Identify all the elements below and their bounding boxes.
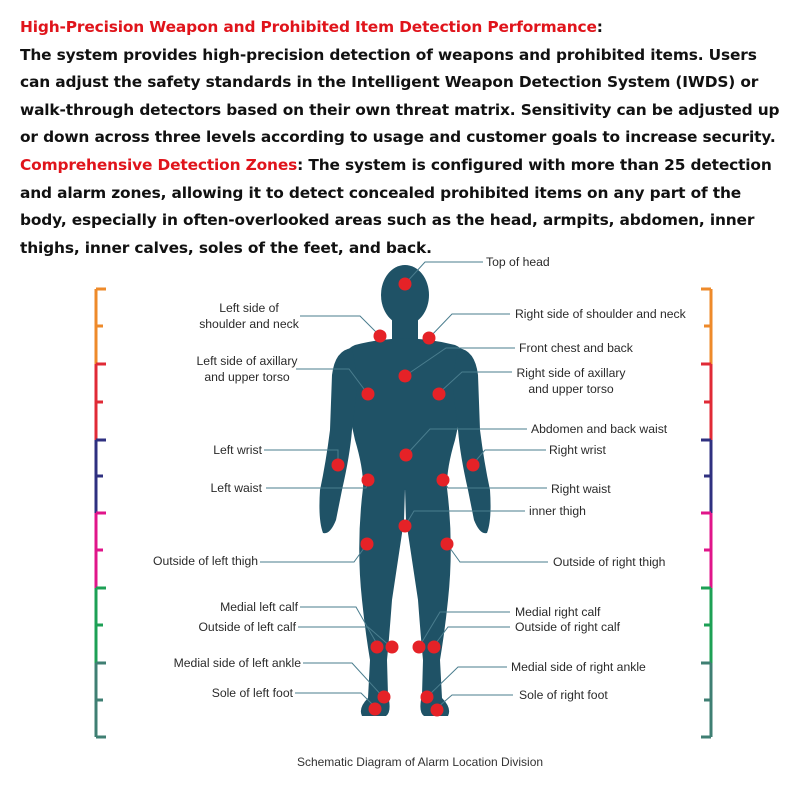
head [381,265,429,325]
alarm-dot-left-waist [362,474,375,487]
alarm-dot-medial-left-ankle [378,691,391,704]
left-arm [319,348,358,533]
left-leg [359,488,405,716]
alarm-dot-sole-right-foot [431,704,444,717]
label-medial-right-ankle: Medial side of right ankle [511,660,646,674]
right-leg [405,488,451,716]
alarm-dot-right-wrist [467,459,480,472]
alarm-dot-front-chest-back [399,370,412,383]
alarm-dot-left-wrist [332,459,345,472]
diagram-caption: Schematic Diagram of Alarm Location Division [296,755,544,769]
label-sole-left-foot: Sole of left foot [211,686,293,700]
alarm-dot-inner-thigh [399,520,412,533]
label-medial-left-ankle: Medial side of left ankle [173,656,301,670]
right-zone-bar [701,289,711,737]
alarm-dot-sole-left-foot [369,703,382,716]
left-zone-bar [96,289,106,737]
alarm-dot-abdomen-back-waist [400,449,413,462]
label-top-of-head: Top of head [486,255,550,269]
alarm-dot-outside-right-thigh [441,538,454,551]
label-right-waist: Right waist [551,482,611,496]
label-left-shoulder-neck-line1: Left side of [219,301,279,315]
alarm-dot-right-waist [437,474,450,487]
label-left-waist: Left waist [210,481,262,495]
label-outside-right-thigh: Outside of right thigh [553,555,666,569]
alarm-dot-right-axillary [433,388,446,401]
label-left-shoulder-neck-line2: shoulder and neck [199,317,299,331]
label-inner-thigh: inner thigh [529,504,586,518]
alarm-dot-left-axillary [362,388,375,401]
heading-colon: : [596,18,603,36]
label-right-axillary-line2: and upper torso [528,382,614,396]
heading-detection-zones: Comprehensive Detection Zones [20,155,298,174]
label-medial-left-calf: Medial left calf [220,600,298,614]
label-front-chest-back: Front chest and back [519,341,633,355]
label-right-axillary-line1: Right side of axillary [516,366,626,380]
label-left-axillary-line2: and upper torso [204,370,290,384]
label-left-axillary-line1: Left side of axillary [196,354,298,368]
alarm-dot-outside-left-calf [371,641,384,654]
alarm-dot-top-of-head [399,278,412,291]
label-left-wrist: Left wrist [213,443,262,457]
label-outside-right-calf: Outside of right calf [515,620,620,634]
alarm-dot-left-shoulder-neck [374,330,387,343]
alarm-dot-medial-right-calf [413,641,426,654]
alarm-dot-medial-left-calf [386,641,399,654]
neck [392,318,418,342]
torso [340,339,470,491]
label-right-wrist: Right wrist [549,443,606,457]
label-outside-left-calf: Outside of left calf [198,620,296,634]
heading-weapon-detection: High-Precision Weapon and Prohibited Item Detection Performance [20,18,597,36]
body-detection-zones: : The system is configured with more than 25 detection and alarm zones, allowing it to detect concealed prohibited items on any part of the body, especially in often-overlooked areas such as the head, armpits, abdomen, inner thighs, inner calves, soles of the feet, and back. [20,155,772,257]
alarm-dot-right-shoulder-neck [423,332,436,345]
label-right-shoulder-neck: Right side of shoulder and neck [515,307,686,321]
label-outside-left-thigh: Outside of left thigh [152,554,258,568]
alarm-dot-outside-right-calf [428,641,441,654]
label-sole-right-foot: Sole of right foot [519,688,608,702]
human-silhouette [319,265,490,716]
alarm-dot-outside-left-thigh [361,538,374,551]
body-weapon-detection: The system provides high-precision detection of weapons and prohibited items. Users can adjust the safety standards in the Intelligent Weapon Detection System (IWDS) or walk-through detectors based on their own threat matrix. Sensitivity can be adjusted up or down across three levels according to usage and customer goals to increase security. [20,45,780,147]
label-medial-right-calf: Medial right calf [515,605,601,619]
alarm-dot-medial-right-ankle [421,691,434,704]
label-abdomen-back-waist: Abdomen and back waist [531,422,668,436]
